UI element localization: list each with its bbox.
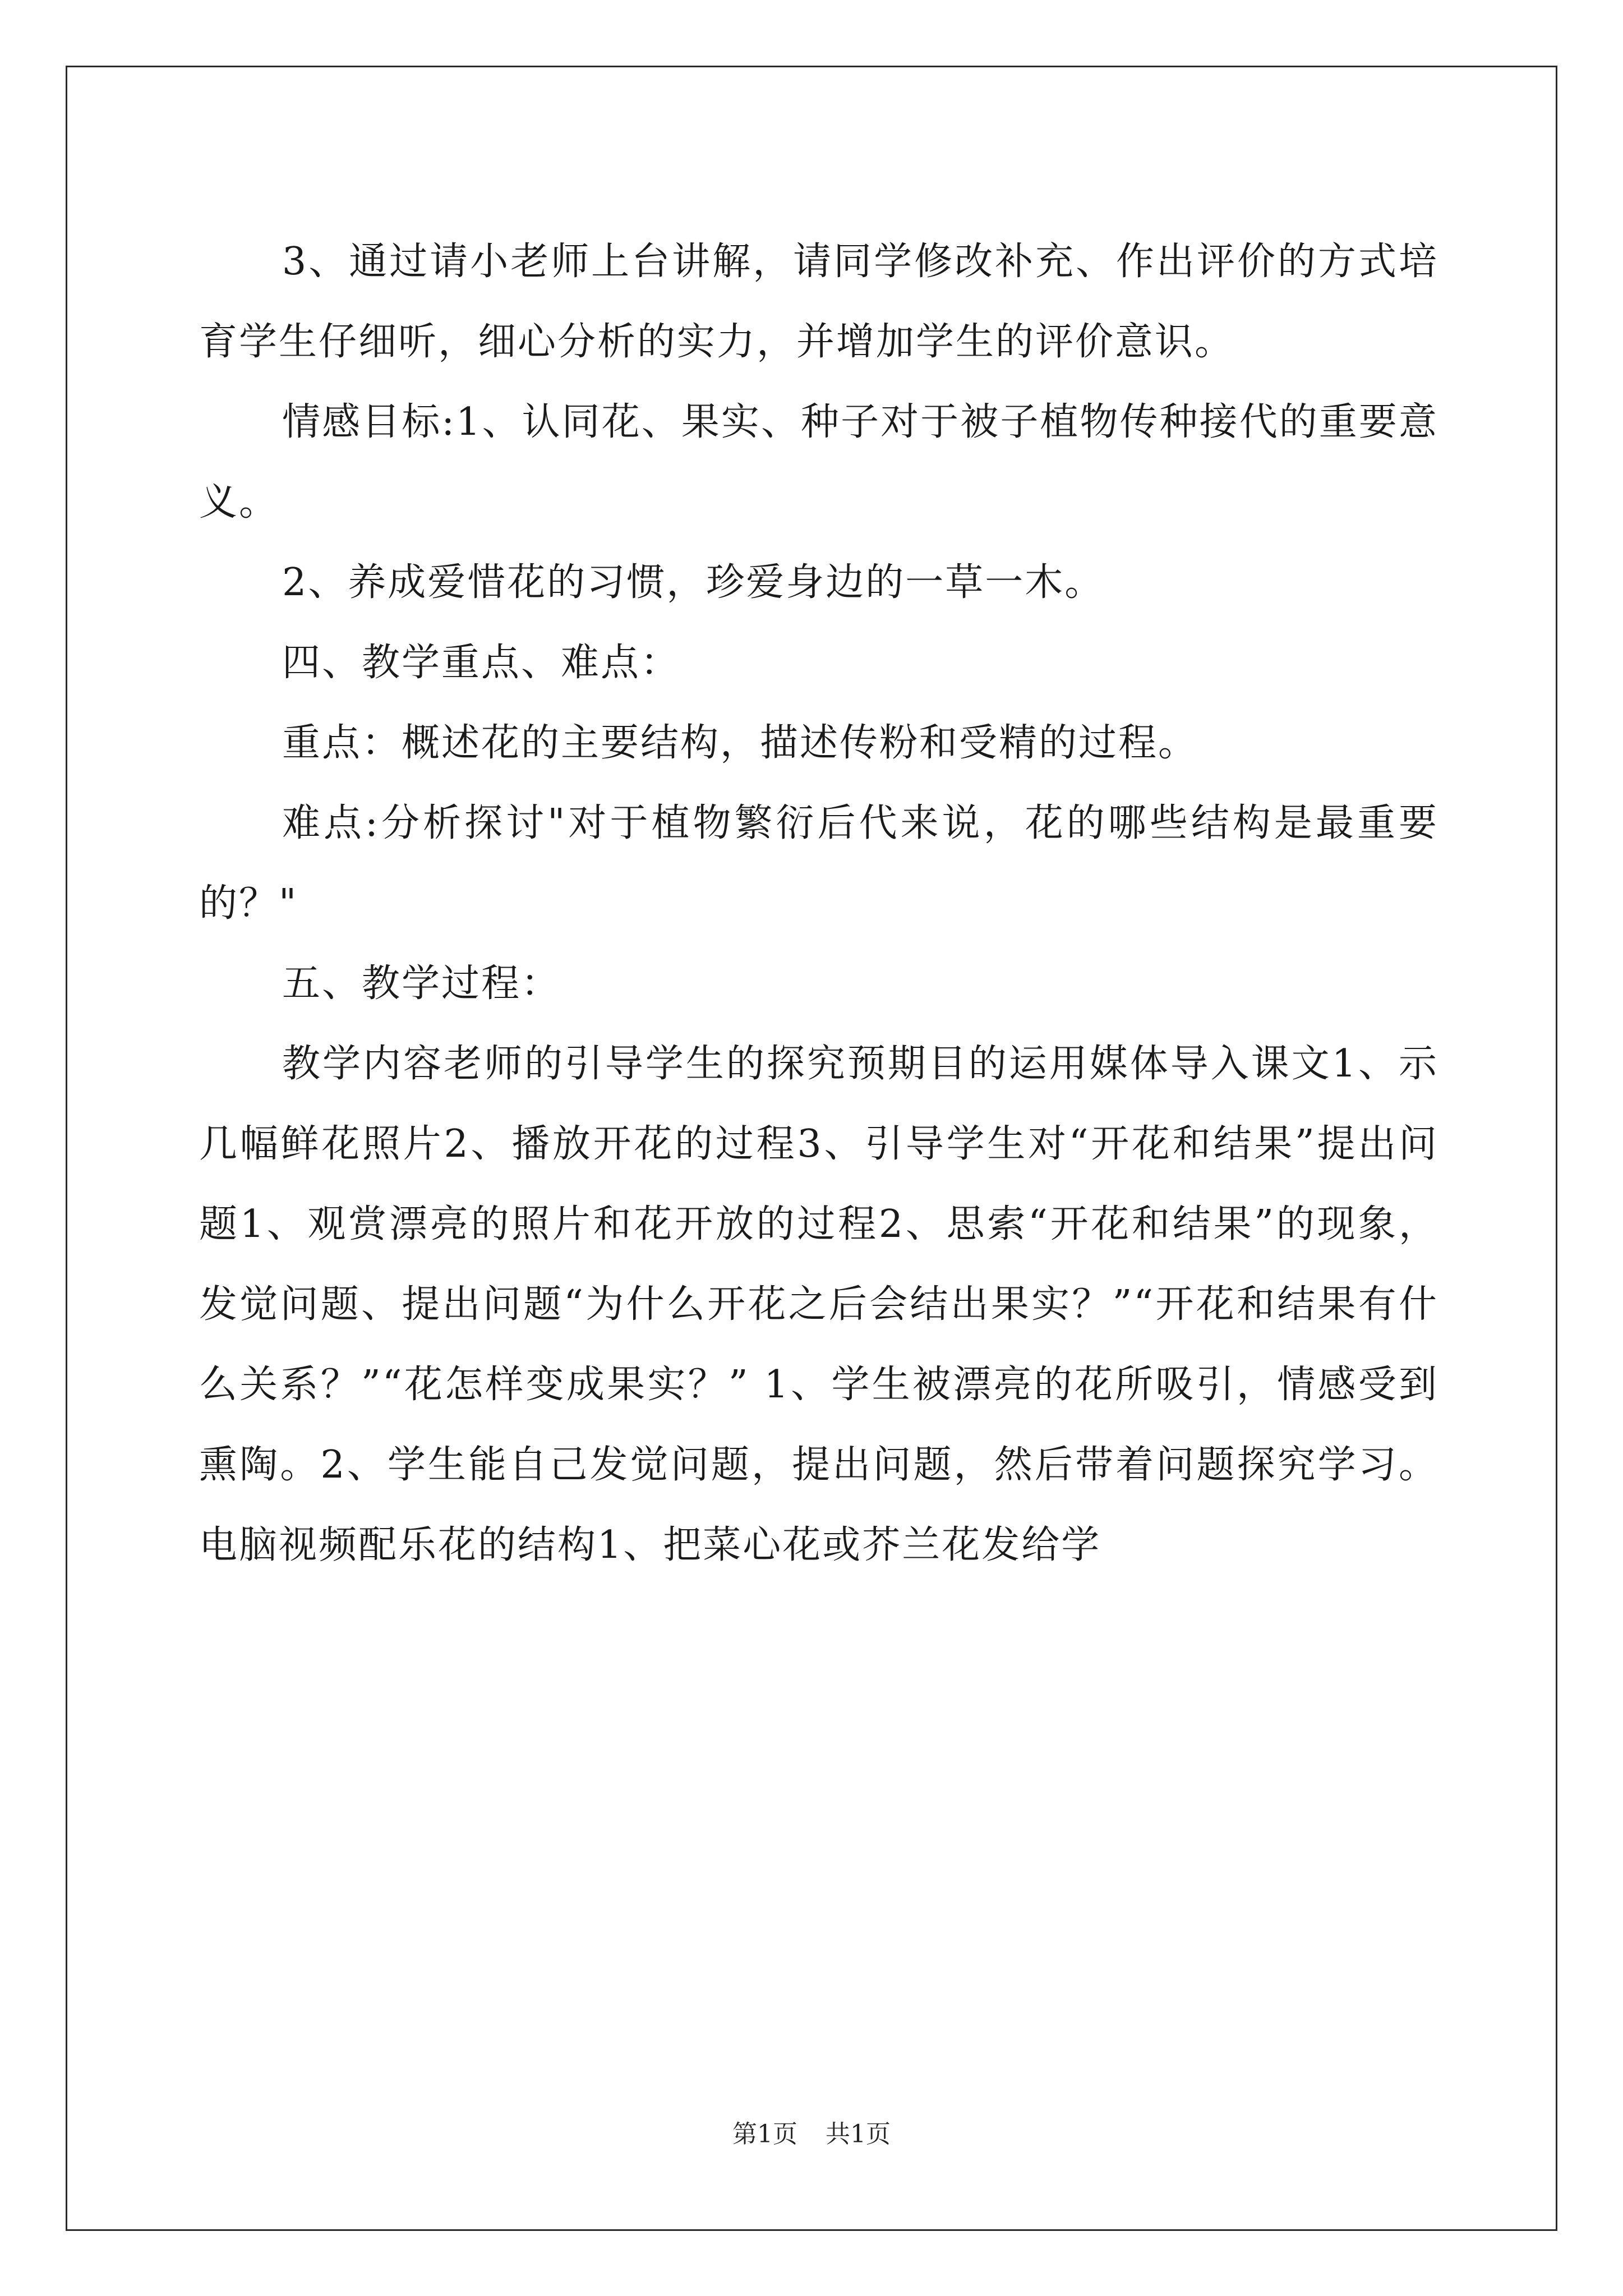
section-heading: 五、教学过程： xyxy=(282,961,561,1006)
paragraph: 2、养成爱惜花的习惯，珍爱身边的一草一木。 xyxy=(282,560,1105,605)
paragraph: 重点：概述花的主要结构，描述传粉和受精的过程。 xyxy=(282,721,1198,765)
document-body xyxy=(199,222,1438,1585)
page-total: 共1页 xyxy=(826,2120,891,2148)
paragraph: 教学内容老师的引导学生的探究预期目的运用媒体导入课文1、示几幅鲜花照片2、播放开花的过程3、引导学生对“开花和结果”提出问题1、观赏漂亮的照片和花开放的过程2、思索“开花和结果”的现象，发觉问题、提出问题“为什么开花之后会结出果实？”“开花和结果有什么关系？”“花怎样变成果实？” 1、学生被漂亮的花所吸引，情感受到熏陶。2、学生能自己发觉问题，提出问题，然后带着问题探究学习。电脑视频配乐花的结构1、把菜心花或芥兰花发给学 xyxy=(199,1042,1438,1567)
paragraph: 情感目标:1、认同花、果实、种子对于被子植物传种接代的重要意义。 xyxy=(199,400,1438,524)
paragraph: 难点:分析探讨"对于植物繁衍后代来说，花的哪些结构是最重要的？" xyxy=(199,801,1438,926)
page-number: 第1页 xyxy=(732,2120,797,2148)
paragraph: 3、通过请小老师上台讲解，请同学修改补充、作出评价的方式培育学生仔细听，细心分析的实力，并增加学生的评价意识。 xyxy=(199,240,1438,364)
page-footer xyxy=(0,2118,1623,2151)
section-heading: 四、教学重点、难点： xyxy=(282,641,681,685)
